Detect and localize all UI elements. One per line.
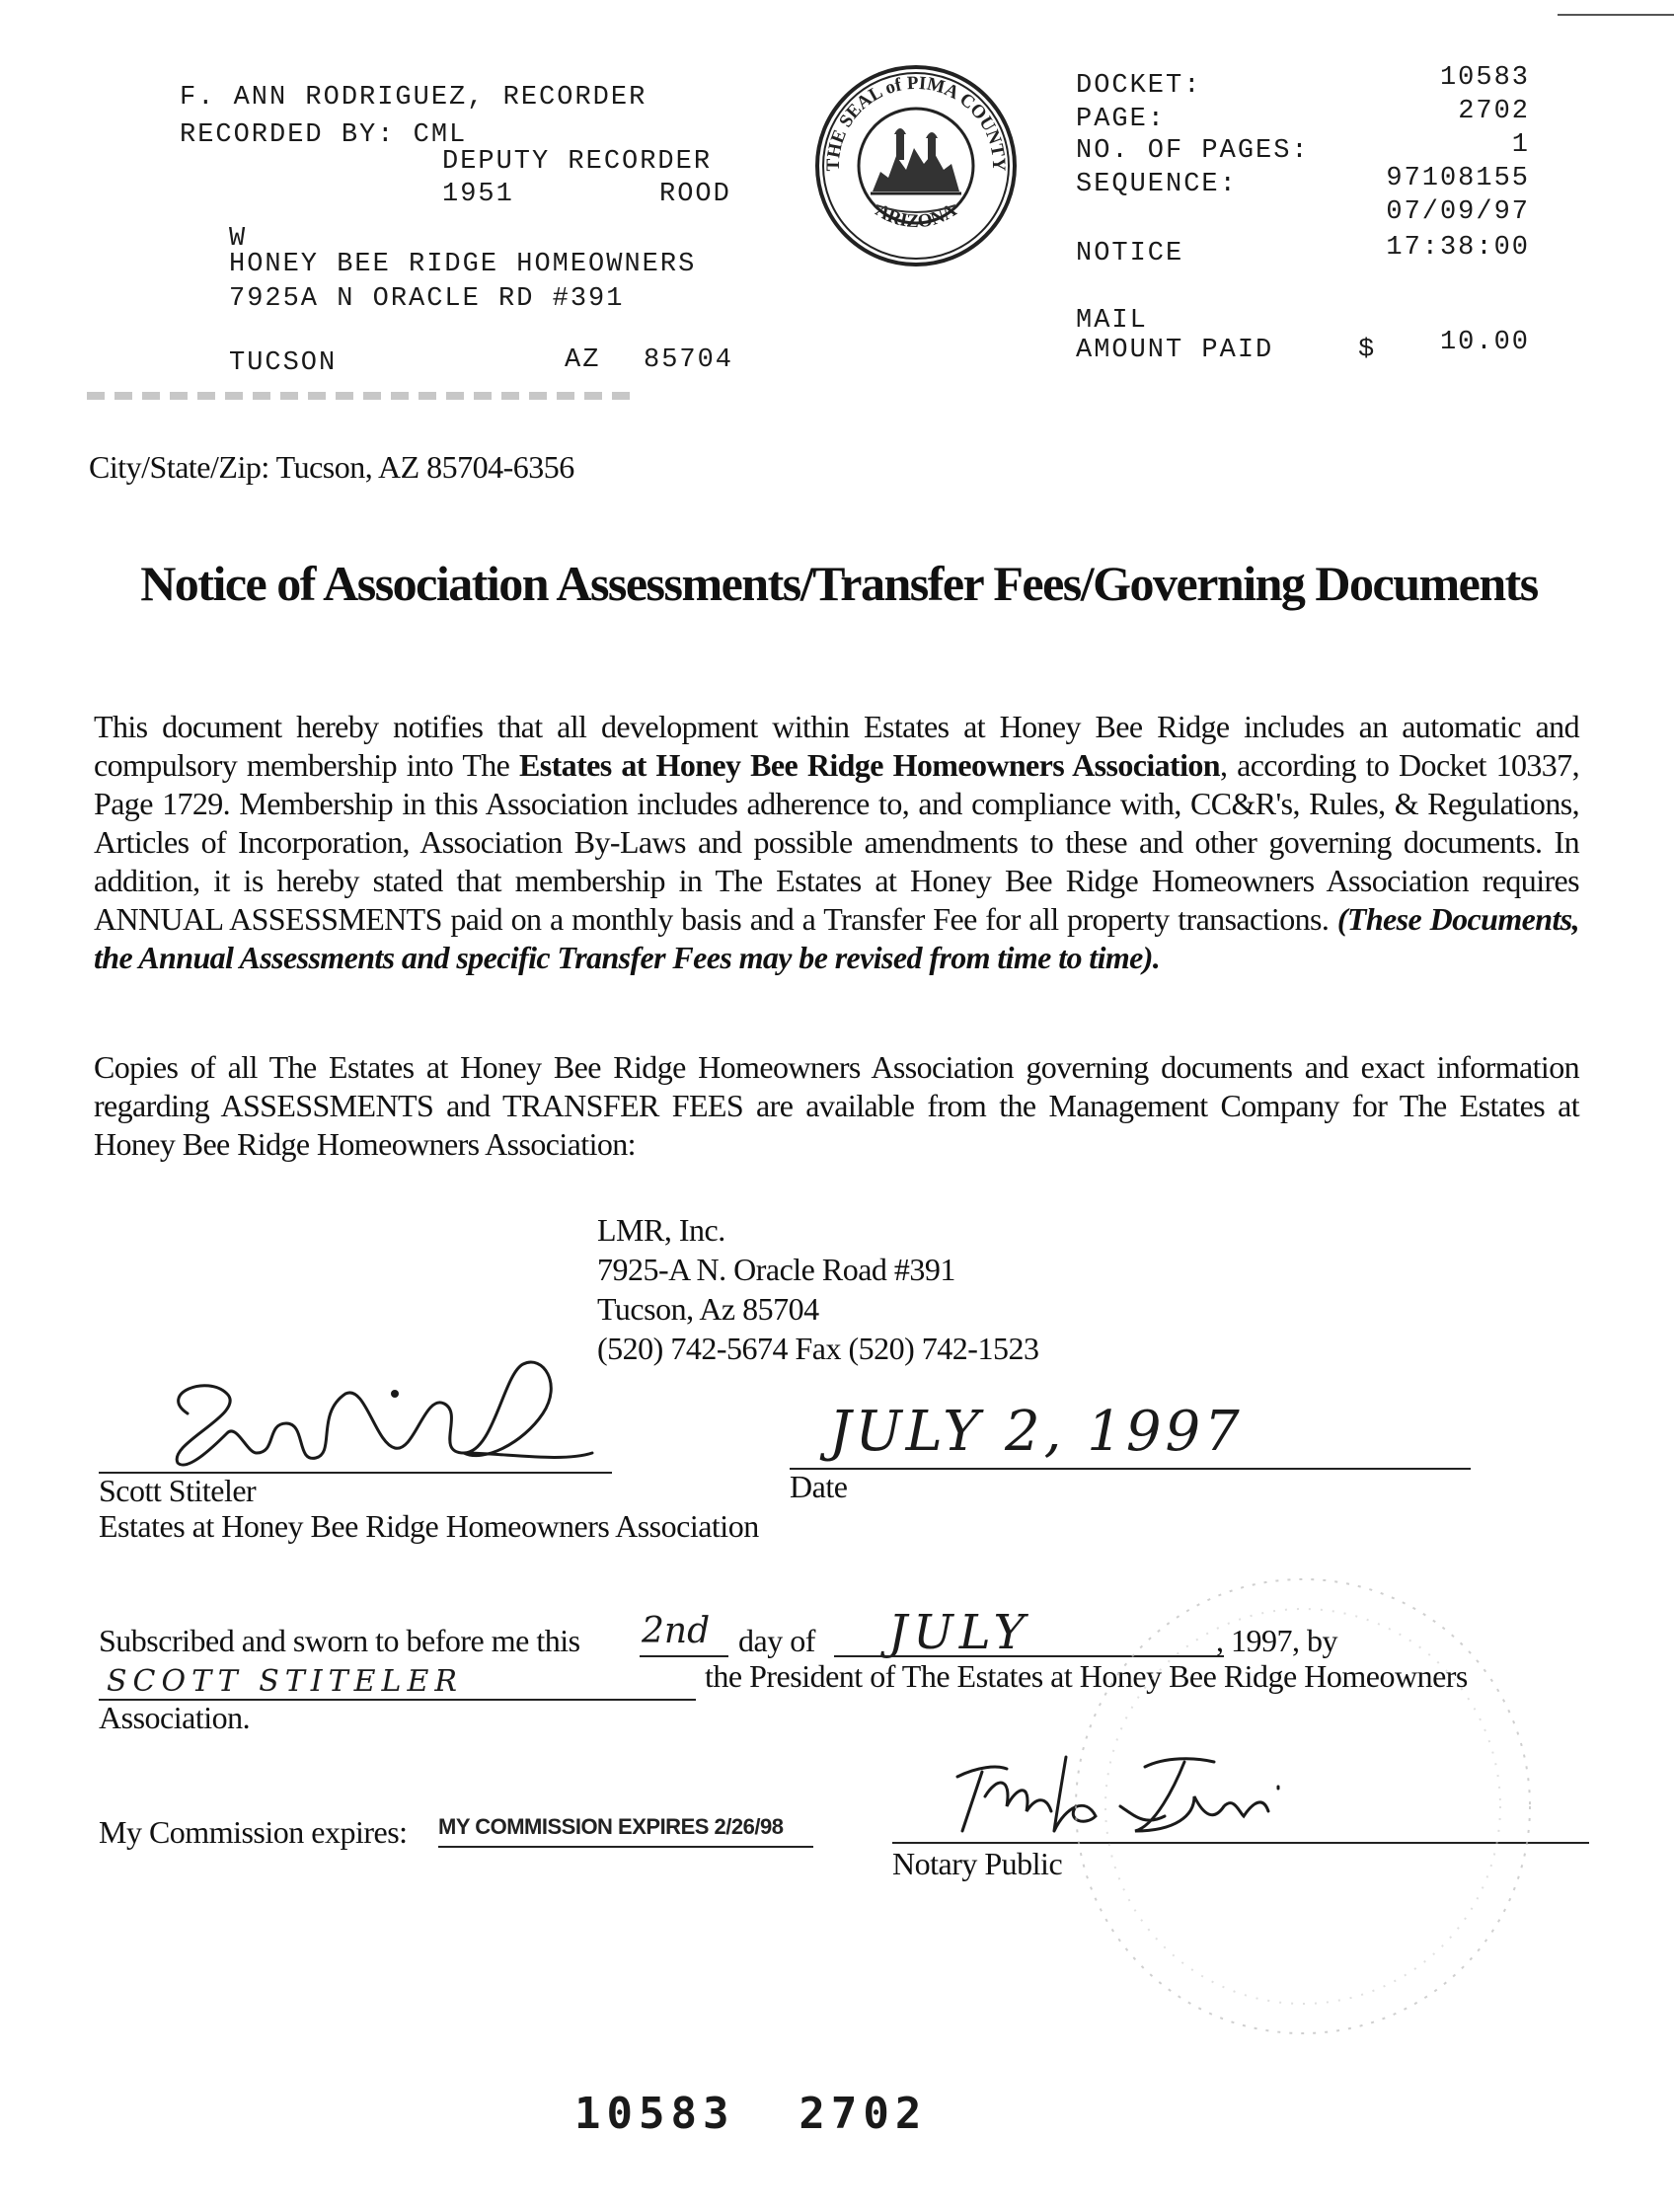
copies-paragraph: Copies of all The Estates at Honey Bee Ridge Homeowners Association governing documents and exact information regarding ASSESSMENTS and TRANSFER FEES are available from the Management Company for The Estates at Honey Bee Ridge Homeowners Association:: [94, 1049, 1579, 1162]
amount-value: 10.00: [1439, 328, 1530, 357]
management-name: LMR, Inc.: [597, 1212, 725, 1248]
notice-label: NOTICE: [1076, 239, 1184, 268]
amount-label: AMOUNT PAID: [1076, 336, 1274, 365]
page-value: 2702: [1458, 97, 1530, 126]
notice-paragraph: [94, 708, 1579, 977]
notary-public-label: Notary Public: [892, 1846, 1063, 1881]
association-name-bold: Estates at Honey Bee Ridge Homeowners Association: [519, 747, 1220, 783]
recorder-letter: W: [229, 224, 248, 254]
sworn-text: Subscribed and sworn to before me this: [99, 1623, 580, 1658]
pages-value: 1: [1511, 130, 1530, 160]
management-address: [597, 1210, 1038, 1368]
addressee-state: AZ: [565, 345, 601, 375]
date-label: Date: [790, 1469, 848, 1504]
paragraph-text-1: This document hereby notifies that all development within Estates at Honey Bee Ridge includes an automatic and compulsory membership into The: [94, 709, 1579, 783]
page-label: PAGE:: [1076, 105, 1167, 134]
commission-line: [438, 1846, 813, 1848]
city-state-zip: City/State/Zip: Tucson, AZ 85704-6356: [89, 449, 574, 485]
recorder-code-left: 1951: [442, 180, 514, 209]
recorder-code-right: ROOD: [659, 180, 731, 209]
signer-name: Scott Stiteler: [99, 1473, 257, 1508]
recorded-by: RECORDED BY: CML: [180, 120, 468, 150]
svg-text:ARIZONA: ARIZONA: [872, 199, 960, 233]
day-of-text: day of: [738, 1623, 815, 1658]
seal-graphic: [811, 61, 1021, 270]
deputy-recorder: DEPUTY RECORDER: [442, 147, 713, 177]
handwritten-date: JULY 2, 1997: [829, 1400, 1244, 1464]
commission-label: My Commission expires:: [99, 1814, 408, 1850]
management-street: 7925-A N. Oracle Road #391: [597, 1252, 955, 1287]
recorded-date: 07/09/97: [1386, 197, 1530, 227]
mail-label: MAIL: [1076, 306, 1148, 336]
year-text: , 1997, by: [1216, 1623, 1337, 1658]
addressee-city: TUCSON: [229, 348, 338, 378]
day-line: [640, 1655, 728, 1657]
svg-text:THE SEAL of PIMA COUNTY: THE SEAL of PIMA COUNTY: [822, 72, 1010, 172]
association-text: Association.: [99, 1700, 251, 1735]
currency-symbol: $: [1358, 336, 1377, 365]
docket-label: DOCKET:: [1076, 71, 1202, 101]
pages-label: NO. OF PAGES:: [1076, 136, 1310, 166]
footer-docket-number: 10583 2702: [574, 2089, 928, 2139]
paragraph-text-2: , according to Docket 10337, Page 1729. Membership in this Association includes adherence to, and compliance with, CC&R's, Rules, & Regulations, Articles of Incorporation, Association By-Laws and possible amendments to these and other governing documents. In addition, it is hereby stated that membership in The Estates at Honey Bee Ridge Homeowners Association requires ANNUAL ASSESSMENTS paid on a monthly basis and a Transfer Fee for all property transactions.: [94, 747, 1579, 937]
date-line: [790, 1468, 1471, 1470]
addressee-name: HONEY BEE RIDGE HOMEOWNERS: [229, 250, 697, 279]
sequence-value: 97108155: [1386, 164, 1530, 193]
addressee-zip: 85704: [644, 345, 734, 375]
revision-notice: (These Documents, the Annual Assessments and specific Transfer Fees may be revised from time to time).: [94, 901, 1579, 975]
document-title: Notice of Association Assessments/Transfer Fees/Governing Documents: [140, 556, 1538, 611]
scott-stiteler-signature: [148, 1354, 602, 1483]
signer-organization: Estates at Honey Bee Ridge Homeowners Association: [99, 1508, 759, 1544]
addressee-street: 7925A N ORACLE RD #391: [229, 284, 625, 314]
management-phone: (520) 742-5674 Fax (520) 742-1523: [597, 1331, 1039, 1366]
commission-stamp: MY COMMISSION EXPIRES 2/26/98: [438, 1814, 784, 1839]
scan-edge-mark: [1558, 14, 1674, 16]
pima-county-seal: [811, 61, 1021, 270]
handwritten-month: JULY: [888, 1605, 1031, 1660]
handwritten-notarized-name: SCOTT STITELER: [107, 1664, 463, 1699]
recorder-name: F. ANN RODRIGUEZ, RECORDER: [180, 83, 647, 113]
management-city: Tucson, Az 85704: [597, 1291, 819, 1327]
sequence-label: SEQUENCE:: [1076, 170, 1238, 199]
docket-value: 10583: [1439, 63, 1530, 93]
handwritten-day: 2nd: [642, 1611, 711, 1651]
recorded-time: 17:38:00: [1386, 233, 1530, 263]
smudged-line: [87, 392, 640, 400]
president-text: the President of The Estates at Honey Bee Ridge Homeowners: [705, 1658, 1468, 1694]
notary-embossed-seal: [1046, 1550, 1560, 2063]
